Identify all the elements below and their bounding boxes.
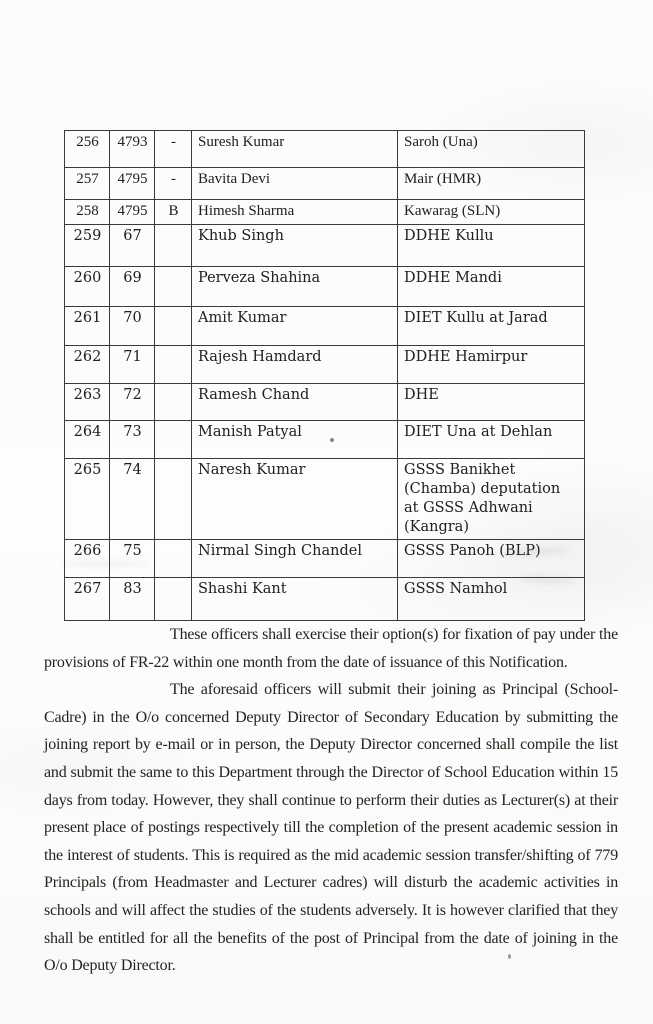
posting-cell: Kawarag (SLN) [398, 200, 585, 225]
number-cell: 69 [110, 267, 155, 307]
serial-cell: 266 [65, 540, 110, 578]
category-cell [155, 421, 192, 459]
table-row [65, 225, 585, 267]
posting-cell: DIET Una at Dehlan [398, 421, 585, 459]
category-cell [155, 540, 192, 578]
serial-cell: 267 [65, 578, 110, 621]
table-row [65, 307, 585, 346]
name-cell: Himesh Sharma [192, 200, 398, 225]
number-cell: 4795 [110, 200, 155, 225]
posting-cell: DDHE Mandi [398, 267, 585, 307]
name-cell: Suresh Kumar [192, 131, 398, 168]
name-cell: Shashi Kant [192, 578, 398, 621]
category-cell [155, 267, 192, 307]
number-cell: 83 [110, 578, 155, 621]
posting-cell: DDHE Kullu [398, 225, 585, 267]
posting-cell: DIET Kullu at Jarad [398, 307, 585, 346]
category-cell: B [155, 200, 192, 225]
officer-posting-table [64, 130, 585, 621]
serial-cell: 261 [65, 307, 110, 346]
table-row [65, 131, 585, 168]
posting-cell: DHE [398, 384, 585, 421]
name-cell: Bavita Devi [192, 168, 398, 200]
category-cell: - [155, 168, 192, 200]
posting-cell: GSSS Namhol [398, 578, 585, 621]
category-cell [155, 384, 192, 421]
serial-cell: 260 [65, 267, 110, 307]
serial-cell: 265 [65, 459, 110, 540]
number-cell: 67 [110, 225, 155, 267]
number-cell: 71 [110, 346, 155, 384]
category-cell: - [155, 131, 192, 168]
posting-cell: GSSS Banikhet (Chamba) deputation at GSSS Adhwani (Kangra) [398, 459, 585, 540]
serial-cell: 264 [65, 421, 110, 459]
name-cell: Nirmal Singh Chandel [192, 540, 398, 578]
name-cell: Rajesh Hamdard [192, 346, 398, 384]
serial-cell: 258 [65, 200, 110, 225]
serial-cell: 259 [65, 225, 110, 267]
category-cell [155, 578, 192, 621]
table-row [65, 384, 585, 421]
number-cell: 73 [110, 421, 155, 459]
name-cell: Manish Patyal [192, 421, 398, 459]
table-row [65, 267, 585, 307]
table-row [65, 421, 585, 459]
number-cell: 4795 [110, 168, 155, 200]
body-text [44, 621, 618, 980]
posting-cell: GSSS Panoh (BLP) [398, 540, 585, 578]
name-cell: Perveza Shahina [192, 267, 398, 307]
table-row [65, 346, 585, 384]
table-row [65, 168, 585, 200]
name-cell: Ramesh Chand [192, 384, 398, 421]
table-row [65, 459, 585, 540]
number-cell: 74 [110, 459, 155, 540]
name-cell: Naresh Kumar [192, 459, 398, 540]
category-cell [155, 225, 192, 267]
category-cell [155, 459, 192, 540]
table-row [65, 200, 585, 225]
serial-cell: 262 [65, 346, 110, 384]
posting-cell: Mair (HMR) [398, 168, 585, 200]
paragraph-joining-instructions: The aforesaid officers will submit their joining as Principal (School-Cadre) in the O/o concerned Deputy Director of Secondary Education by submitting the joining report by e-mail or in person, the Deputy Director concerned shall compile the list and submit the same to this Department through the Director of School Education within 15 days from today. However, they shall continue to perform their duties as Lecturer(s) at their present place of postings respectively till the completion of the present academic session in the interest of students. This is required as the mid academic session transfer/shifting of 779 Principals (from Headmaster and Lecturer cadres) will disturb the academic activities in schools and will affect the studies of the students adversely. It is however clarified that they shall be entitled for all the benefits of the post of Principal from the date of joining in the O/o Deputy Director. [44, 681, 618, 975]
number-cell: 72 [110, 384, 155, 421]
officer-table-body [65, 131, 585, 621]
paragraph-pay-fixation: These officers shall exercise their option(s) for fixation of pay under the provisions of FR-22 within one month from the date of issuance of this Notification. [44, 626, 618, 671]
number-cell: 70 [110, 307, 155, 346]
serial-cell: 257 [65, 168, 110, 200]
posting-cell: DDHE Hamirpur [398, 346, 585, 384]
number-cell: 75 [110, 540, 155, 578]
category-cell [155, 307, 192, 346]
number-cell: 4793 [110, 131, 155, 168]
serial-cell: 256 [65, 131, 110, 168]
serial-cell: 263 [65, 384, 110, 421]
table-row [65, 578, 585, 621]
table-row [65, 540, 585, 578]
category-cell [155, 346, 192, 384]
posting-cell: Saroh (Una) [398, 131, 585, 168]
name-cell: Khub Singh [192, 225, 398, 267]
name-cell: Amit Kumar [192, 307, 398, 346]
